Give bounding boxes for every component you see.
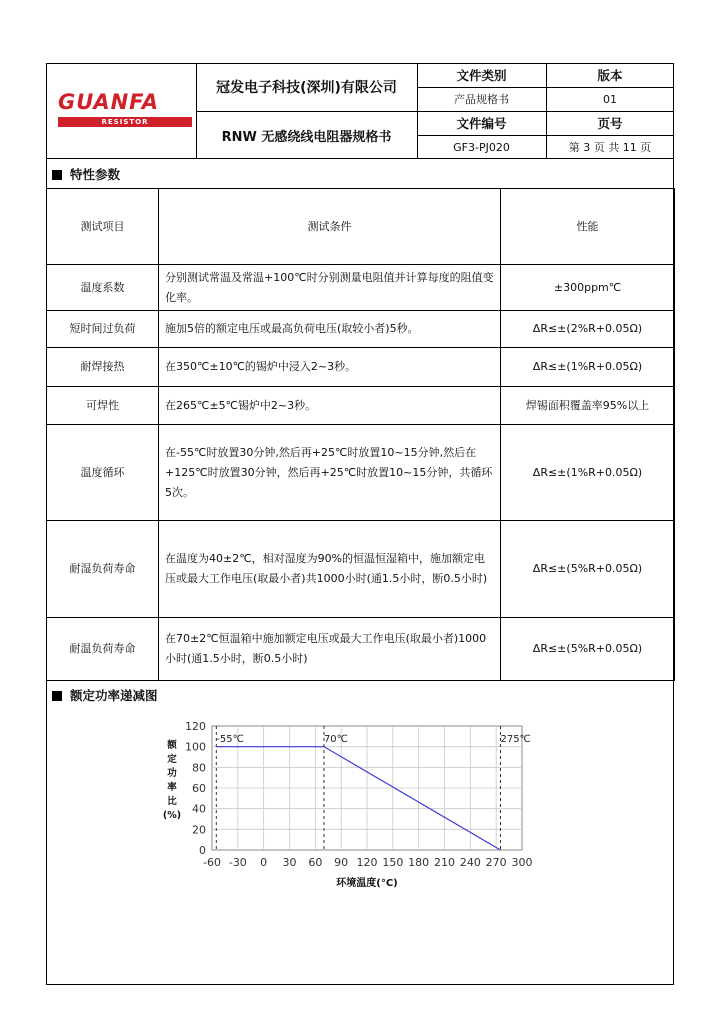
table-row (47, 521, 675, 618)
version-label: 版本 (597, 68, 623, 83)
company-name: 冠发电子科技(深圳)有限公司 (216, 80, 397, 96)
x-tick-label: 150 (382, 856, 404, 869)
x-tick-label: -60 (203, 856, 221, 869)
y-axis-label-char: 额 (167, 740, 177, 751)
table-row (47, 348, 675, 387)
table-row (47, 618, 675, 681)
annotation-label: 275℃ (500, 734, 531, 745)
y-axis-label-char: (%) (162, 810, 182, 821)
cell-performance: ±300ppm℃ (501, 265, 675, 311)
logo-subtitle: RESISTOR (58, 117, 192, 127)
x-axis-label: 环境温度(°C) (336, 878, 398, 889)
cell-performance: ΔR≤±(1%R+0.05Ω) (501, 348, 675, 387)
y-tick-label: 0 (199, 844, 206, 857)
derating-line (216, 747, 500, 850)
x-tick-label: 30 (282, 856, 297, 869)
y-tick-label: 40 (192, 802, 206, 816)
table-row (47, 311, 675, 348)
y-axis-label-char: 定 (167, 754, 177, 765)
doc-no-label: 文件编号 (456, 116, 507, 131)
y-tick-label: 100 (185, 740, 206, 754)
table-header-row (47, 189, 675, 265)
y-tick-label: 80 (192, 761, 206, 775)
cell-condition: 在350℃±10℃的锡炉中浸入2~3秒。 (159, 348, 501, 387)
header-cell-condition: 测试条件 (159, 189, 501, 265)
cell-item: 可焊性 (47, 387, 159, 425)
square-bullet-icon (52, 170, 62, 180)
cell-condition: 施加5倍的额定电压或最高负荷电压(取较小者)5秒。 (159, 311, 501, 348)
annotation-label: -55℃ (216, 734, 244, 745)
cell-item: 温度循环 (47, 425, 159, 521)
section-title-characteristics: 特性参数 (52, 165, 120, 183)
doc-type-value: 产品规格书 (454, 93, 509, 106)
x-tick-label: 300 (511, 856, 533, 869)
x-tick-label: -30 (228, 856, 247, 869)
cell-condition: 分别测试常温及常温+100℃时分别测量电阻值并计算每度的阻值变化率。 (159, 265, 501, 311)
cell-performance: ΔR≤±(1%R+0.05Ω) (501, 425, 675, 521)
x-tick-label: 180 (408, 856, 430, 869)
y-axis-label-char: 率 (167, 782, 177, 793)
x-tick-label: 210 (434, 856, 455, 869)
cell-condition: 在-55℃时放置30分钟,然后再+25℃时放置10~15分钟,然后在+125℃时放置30分钟，然后再+25℃时放置10~15分钟，共循环5次。 (159, 425, 501, 521)
y-tick-label: 120 (185, 720, 206, 733)
x-tick-label: 240 (459, 856, 481, 869)
logo: GUANFA (58, 90, 160, 114)
y-axis-label-char: 比 (167, 796, 177, 807)
cell-item: 短时间过负荷 (47, 311, 159, 348)
cell-item: 耐温负荷寿命 (47, 618, 159, 681)
characteristics-table (46, 188, 675, 681)
x-tick-label: 270 (485, 856, 507, 869)
cell-condition: 在265℃±5℃锡炉中2~3秒。 (159, 387, 501, 425)
y-tick-label: 60 (192, 782, 206, 795)
cell-condition: 在温度为40±2℃，相对湿度为90%的恒温恒湿箱中，施加额定电压或最大工作电压(取最小者)共1000小时(通1.5小时，断0.5小时) (159, 521, 501, 618)
x-tick-label: 90 (334, 856, 349, 869)
cell-condition: 在70±2℃恒温箱中施加额定电压或最大工作电压(取最小者)1000小时(通1.5小时，断0.5小时) (159, 618, 501, 681)
cell-performance: ΔR≤±(5%R+0.05Ω) (501, 618, 675, 681)
table-row (47, 265, 675, 311)
annotation-label: 70℃ (323, 734, 348, 745)
derating-chart (150, 718, 570, 898)
table-row (47, 387, 675, 425)
cell-performance: ΔR≤±(5%R+0.05Ω) (501, 521, 675, 618)
x-tick-label: 60 (308, 856, 323, 869)
y-tick-label: 20 (192, 823, 206, 837)
header-cell-performance: 性能 (501, 189, 675, 265)
doc-no-value: GF3-PJ020 (453, 140, 510, 154)
cell-item: 耐湿负荷寿命 (47, 521, 159, 618)
x-tick-label: 0 (260, 856, 268, 869)
cell-item: 温度系数 (47, 265, 159, 311)
x-tick-label: 120 (356, 856, 378, 869)
square-bullet-icon (52, 691, 62, 701)
page-label: 页号 (597, 116, 623, 131)
cell-performance: 焊锡面积覆盖率95%以上 (501, 387, 675, 425)
document-header (46, 63, 674, 159)
page-value: 第 3 页 共 11 页 (568, 141, 652, 154)
cell-performance: ΔR≤±(2%R+0.05Ω) (501, 311, 675, 348)
table-row (47, 425, 675, 521)
doc-type-label: 文件类别 (456, 68, 507, 83)
section-title-derating: 额定功率递减图 (52, 686, 158, 704)
header-cell-item: 测试项目 (47, 189, 159, 265)
version-value: 01 (603, 92, 617, 106)
document-title: RNW 无感绕线电阻器规格书 (221, 129, 392, 145)
cell-item: 耐焊接热 (47, 348, 159, 387)
y-axis-label-char: 功 (167, 768, 177, 779)
derating-chart-svg (150, 718, 570, 898)
